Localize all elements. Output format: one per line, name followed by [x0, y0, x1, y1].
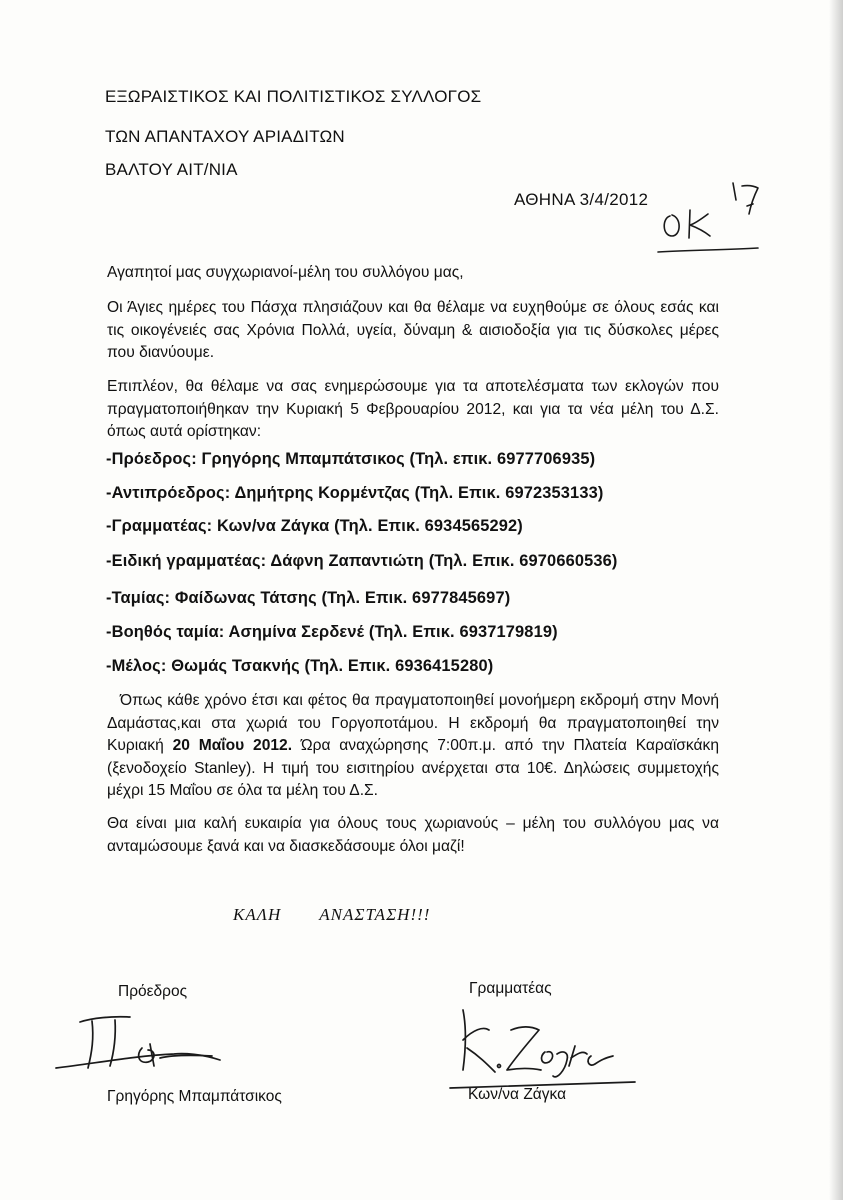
president-title: Πρόεδρος	[118, 983, 188, 1000]
board-member-president	[106, 450, 595, 469]
member-phone: (Τηλ. επικ. 6977706935)	[409, 450, 596, 468]
member-phone: (Τηλ. Επικ. 6972353133)	[414, 484, 604, 502]
header-line-2: ΤΩΝ ΑΠΑΝΤΑΧΟΥ ΑΡΙΑΔΙΤΩΝ	[105, 127, 345, 146]
secretary-signature	[445, 1000, 645, 1100]
secretary-name: Κων/να Ζάγκα	[468, 1086, 567, 1103]
secretary-title: Γραμματέας	[469, 980, 552, 997]
member-name: Κων/να Ζάγκα	[216, 517, 330, 535]
excursion-text-before: Όπως κάθε χρόνο έτσι και φέτος θα πραγματοποιηθεί μονοήμερη εκδρομή στην Μονή Δαμάστας,και στα χωριά του Γοργοποτάμου. Η εκδρομή θα πραγματοποιηθεί την Κυριακή	[107, 692, 719, 754]
member-name: Θωμάς Τσακνής	[171, 657, 300, 675]
member-name: Γρηγόρης Μπαμπάτσικος	[201, 450, 405, 468]
member-phone: (Τηλ. Επικ. 6977845697)	[321, 589, 511, 607]
member-phone: (Τηλ. Επικ. 6937179819)	[368, 623, 558, 641]
scan-edge-shadow	[829, 0, 843, 1200]
board-member-member	[106, 657, 493, 676]
board-member-secretary	[106, 517, 523, 536]
easter-wish-word-1: ΚΑΛΗ	[233, 905, 282, 924]
board-member-assistant-treasurer	[106, 623, 558, 642]
greeting: Αγαπητοί μας συγχωριανοί-μέλη του συλλόγου μας,	[107, 264, 464, 281]
letter-date: ΑΘΗΝΑ 3/4/2012	[514, 190, 649, 209]
paragraph-closing: Θα είναι μια καλή ευκαιρία για όλους τους χωριανούς – μέλη του συλλόγου μας να ανταμώσουμε ξανά και να διασκεδάσουμε όλοι μαζί!	[107, 815, 719, 855]
header-line-1: ΕΞΩΡΑΙΣΤΙΚΟΣ ΚΑΙ ΠΟΛΙΤΙΣΤΙΚΟΣ ΣΥΛΛΟΓΟΣ	[105, 87, 482, 106]
member-role: -Ταμίας:	[106, 589, 171, 607]
excursion-text-after: Ώρα αναχώρησης 7:00π.μ. από την Πλατεία Καραϊσκάκη (ξενοδοχείο Stanley). Η τιμή του εισιτηρίου ανέρχεται στα 10€. Δηλώσεις συμμετοχής μέχρι 15 Μαΐου σε όλα τα μέλη του Δ.Σ.	[107, 737, 719, 799]
paragraph-excursion	[107, 690, 719, 803]
member-role: -Βοηθός ταμία:	[106, 623, 225, 641]
president-signature	[52, 1008, 232, 1080]
member-name: Ασημίνα Σερδενέ	[228, 623, 365, 641]
board-member-special-secretary	[106, 552, 618, 571]
member-phone: (Τηλ. Επικ. 6934565292)	[334, 517, 523, 535]
president-name: Γρηγόρης Μπαμπάτσικος	[107, 1088, 282, 1105]
easter-wish	[233, 905, 430, 925]
member-phone: (Τηλ. Επικ. 6970660536)	[428, 552, 618, 570]
member-name: Φαίδωνας Τάτσης	[174, 589, 317, 607]
member-role: -Ειδική γραμματέας:	[106, 552, 267, 570]
excursion-date: 20 Μαΐου 2012.	[172, 737, 293, 754]
handwritten-ok-note	[650, 180, 780, 260]
easter-wish-word-2: ΑΝΑΣΤΑΣΗ!!!	[319, 905, 431, 924]
board-member-vice-president	[106, 484, 603, 503]
member-role: -Αντιπρόεδρος:	[106, 484, 231, 502]
member-role: -Γραμματέας:	[106, 517, 213, 535]
member-role: -Μέλος:	[106, 657, 167, 675]
member-name: Δάφνη Ζαπαντιώτη	[270, 552, 424, 570]
paragraph-elections: Επιπλέον, θα θέλαμε να σας ενημερώσουμε για τα αποτελέσματα των εκλογών που πραγματοποιήθηκαν την Κυριακή 5 Φεβρουαρίου 2012, και για τα νέα μέλη του Δ.Σ. όπως αυτά ορίστηκαν:	[107, 378, 719, 440]
member-phone: (Τηλ. Επικ. 6936415280)	[304, 657, 494, 675]
board-member-treasurer	[106, 589, 510, 608]
member-name: Δημήτρης Κορμέντζας	[234, 484, 410, 502]
header-line-3: ΒΑΛΤΟΥ ΑΙΤ/ΝΙΑ	[105, 160, 238, 179]
paragraph-easter-wishes: Οι Άγιες ημέρες του Πάσχα πλησιάζουν και θα θέλαμε να ευχηθούμε σε όλους εσάς και τις οικογένειές σας Χρόνια Πολλά, υγεία, δύναμη & αισιοδοξία για τις δύσκολες μέρες που διανύουμε.	[107, 299, 719, 361]
member-role: -Πρόεδρος:	[106, 450, 197, 468]
